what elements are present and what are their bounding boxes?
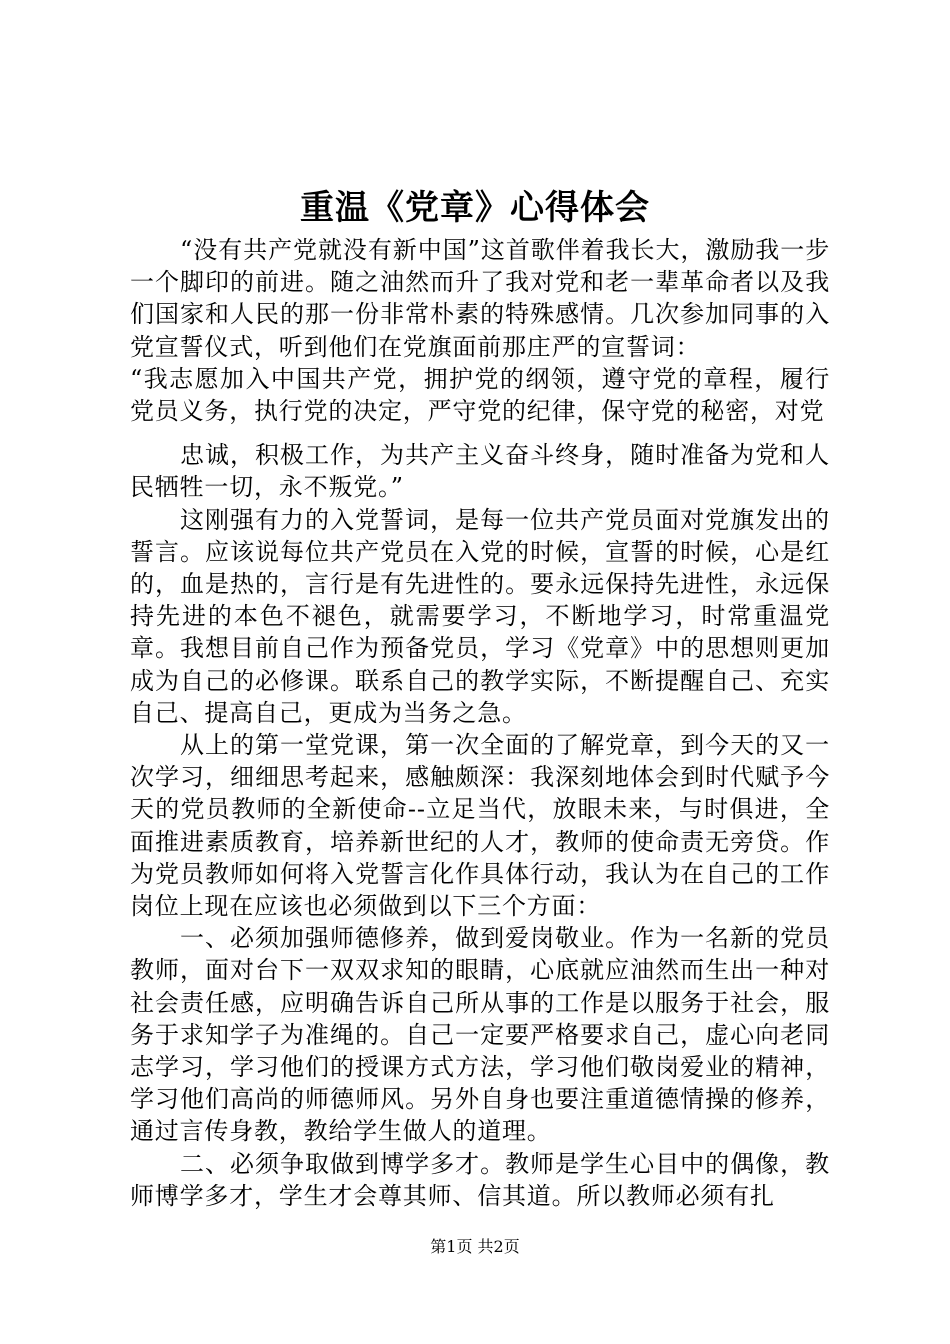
page-number-footer: 第1页 共2页 [430, 1237, 520, 1256]
paragraph-point-two: 二、必须争取做到博学多才。教师是学生心目中的偶像，教师博学多才，学生才会尊其师、信其道。所以教师必须有扎 [130, 1149, 830, 1210]
paragraph-intro: “没有共产党就没有新中国”这首歌伴着我长大，激励我一步一个脚印的前进。随之油然而升了我对党和老一辈革命者以及我们国家和人民的那一份非常朴素的特殊感情。几次参加同事的入党宣誓仪式，听到他们在党旗面前那庄严的宣誓词： [130, 236, 830, 361]
paragraph-oath-continued: 忠诚，积极工作，为共产主义奋斗终身，随时准备为党和人民牺牲一切，永不叛党。” [130, 441, 830, 502]
paragraph-mission: 从上的第一堂党课，第一次全面的了解党章，到今天的又一次学习，细细思考起来，感触颇深：我深刻地体会到时代赋予今天的党员教师的全新使命--立足当代，放眼未来，与时俱进，全面推进素质教育，培养新世纪的人才，教师的使命责无旁贷。作为党员教师如何将入党誓言化作具体行动，我认为在自己的工作岗位上现在应该也必须做到以下三个方面： [130, 731, 830, 921]
document-title: 重温《党章》心得体会 [300, 188, 650, 228]
document-body [130, 234, 830, 1212]
paragraph-oath-quote: “我志愿加入中国共产党，拥护党的纲领，遵守党的章程，履行党员义务，执行党的决定，严守党的纪律，保守党的秘密，对党 [130, 364, 830, 426]
paragraph-point-one: 一、必须加强师德修养，做到爱岗敬业。作为一名新的党员教师，面对台下一双双求知的眼睛，心底就应油然而生出一种对社会责任感，应明确告诉自己所从事的工作是以服务于社会，服务于求知学子为准绳的。自己一定要严格要求自己，虚心向老同志学习，学习他们的授课方式方法，学习他们敬岗爱业的精神，学习他们高尚的师德师风。另外自身也要注重道德情操的修养，通过言传身教，教给学生做人的道理。 [130, 924, 830, 1146]
paragraph-oath-reflection: 这刚强有力的入党誓词，是每一位共产党员面对党旗发出的誓言。应该说每位共产党员在入党的时候，宣誓的时候，心是红的，血是热的，言行是有先进性的。要永远保持先进性，永远保持先进的本色不褪色，就需要学习，不断地学习，时常重温党章。我想目前自己作为预备党员，学习《党章》中的思想则更加成为自己的必修课。联系自己的教学实际，不断提醒自己、充实自己、提高自己，更成为当务之急。 [130, 505, 830, 727]
paragraph-gap [130, 427, 830, 439]
